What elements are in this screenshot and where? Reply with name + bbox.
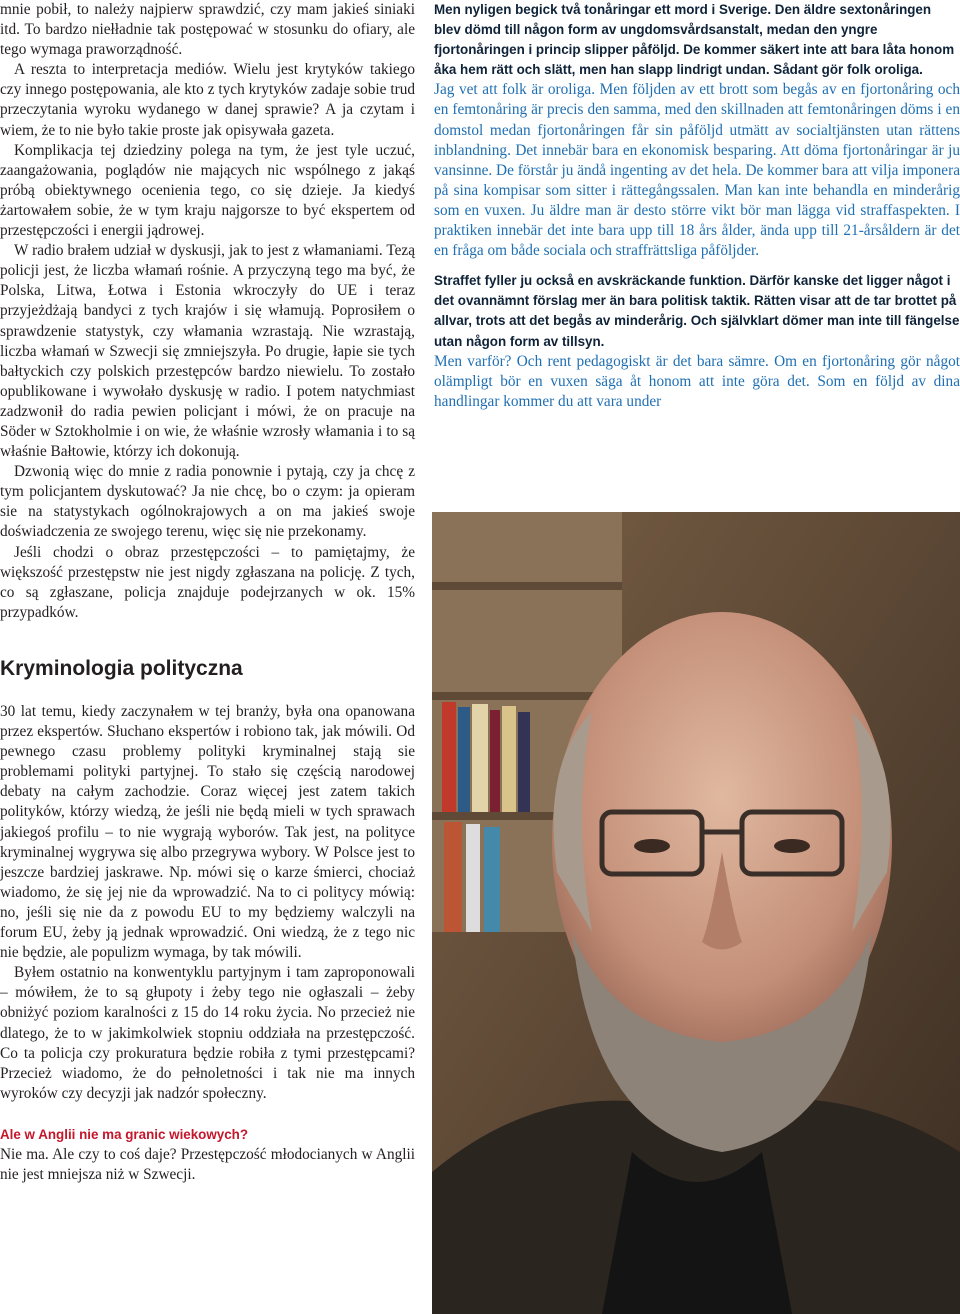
swedish-text-column [434,0,960,412]
interview-answer: Nie ma. Ale czy to coś daje? Przestępczość młodocianych w Anglii nie jest mniejsza niż w Szwecji. [0,1146,415,1184]
paragraph: A reszta to interpretacja mediów. Wielu jest krytyków takiego czy innego postępowania, ale kto z tych krytyków zadaje sobie trud przeczytania wyroku wydanego w danej sprawie? A ja czytam i wiem, że to nie było takie proste jak opisywała gazeta. [0,61,415,139]
paragraph: mnie pobił, to należy najpierw sprawdzić, czy mam jakieś siniaki itd. To bardzo niełładnie tak postępować w stosunku do ofiary, ale tego wymaga praworządność. [0,1,415,59]
qa-block [0,1125,415,1185]
section-heading: Kryminologia polityczna [0,657,243,680]
paragraph: Byłem ostatnio na konwentyklu partyjnym i tam zaproponowali – mówiłem, że to są głupoty i żeby tego nie ogłaszali – żeby obniżyć poziom karalności z 15 do 14 roku życia. No przecież nie dlatego, że to w jakimkolwiek stopniu oddziała na przestępczość. Co ta policja czy prokuratura będzie robiła z tymi przestępcami? Przecież wiadomo, że do pełnoletności i tak nie ma innych wyroków czy decyzji jak nadzór społeczny. [0,964,415,1102]
polish-text-column [0,0,415,623]
interview-question: Men nyligen begick två tonåringar ett mord i Sverige. Den äldre sextonåringen blev dömd till någon form av ungdomsvårdsanstalt, medan den yngre fjortonåringen i princip slipper påföljd. De kommer säkert inte att bara låta honom åka hem rätt och slätt, men han slapp lindrigt undan. Sådant gör folk oroliga. [434,2,955,78]
portrait-illustration [432,512,960,1314]
paragraph: W radio brałem udział w dyskusji, jak to jest z włamaniami. Tezą policji jest, że liczba włamań rośnie. A przyczyną tego ma być, że Polska, Litwa, Łotwa i Estonia wkroczyły do UE i teraz przyjeżdżają bandyci z tych krajów i się włamują. Poprosiłem o sprawdzenie statystyk, czy włamania wzrastają. Nie wzrastają, liczba włamań w Szwecji się zmniejszyła. Po drugie, łapie sie tych bałtyckich czy polskich przestępców bardzo niewielu. To zostało opublikowane i wywołało dyskusję w radio. I potem natychmiast zadzwonił do radia pewien policjant i mówi, że on pracuje na Söder w Sztokholmie i on wie, że właśnie wzrosły włamania i to są właśnie Bałtowie, którzy ich dokonują. [0,242,415,461]
interview-answer: Jag vet att folk är oroliga. Men följden av ett brott som begås av en fjortonåring och en femtonåring är precis den samma, med den skillnaden att femtonåringen döms i en domstol medan fjortonåringen får sin påföljd utmätt av socialtjänsten utan rättens inblandning. Det innebär bara en ekonomisk besparing. Att döma fjortonåringar är ju vansinne. De förstår ju ändå ingenting av det hela. De kommer bara att vilja imponera på sina kompisar som sitter i rättegångssalen. Man kan inte behandla en minderårig som en vuxen. Ju äldre man är desto större vikt bör man lägga vid straffaspekten. I praktiken innebär det inte bara upp till 18 års ålder, ända upp till 21-årsåldern är det en fråga om både sociala och straffrättsliga påföljder. [434,81,960,260]
interview-question: Ale w Anglii nie ma granic wiekowych? [0,1127,249,1142]
section-body [0,702,415,1104]
interview-question: Straffet fyller ju också en avskräckande funktion. Därför kanske det ligger något i det ovannämnt förslag mer än bara politisk taktik. Rätten visar att de tar brottet på allvar, trots att det begås av minderårig. Och självklart dömer man inte till fängelse utan någon form av tillsyn. [434,273,960,349]
portrait-photo [432,512,960,1314]
paragraph: Dzwonią więc do mnie z radia ponownie i pytają, czy ja chcę z tym policjantem dyskutować? Ja nie chcę, bo o czym: ja opieram sie na statystykach ogólnokrajowych a on ma jakieś swoje doświadczenia ze swojego terenu, więc się nie przekonamy. [0,463,415,541]
paragraph: Jeśli chodzi o obraz przestępczości – to pamiętajmy, że większość przestępstw nie jest nigdy zgłaszana na policję. Z tych, co są zgłaszane, policja znajduje podejrzanych w ok. 15% przypadków. [0,543,415,621]
paragraph: Komplikacja tej dziedziny polega na tym, że jest tyle uczuć, zaangażowania, poglądów nie mających nic wspólnego z jakąś próbą obiektywnego ocenienia tego, co się dzieje. Ja kiedyś żartowałem sobie, że w tym kraju najgorsze to być ekspertem od przestępczości i energii jądrowej. [0,141,415,240]
interview-answer: Men varför? Och rent pedagogiskt är det bara sämre. Om en fjortonåring gör något olämpligt bör en vuxen säga åt honom att inte göra det. Som en följd av dina handlingar kommer du att vara under [434,352,960,410]
paragraph: 30 lat temu, kiedy zaczynałem w tej branży, była ona opanowana przez ekspertów. Słuchano ekspertów i robiono tak, jak mówili. Od pewnego czasu problemy polityki kryminalnej stają sie problemami polityki partyjnej. To stało się częścią narodowej debaty na całym zachodzie. Coraz więcej jest zatem takich polityków, którzy wiedzą, że jeśli nie będą mieli w tych sprawach jakiegoś profilu – to nie wygrają wyborów. Tak jest, na polityce kryminalnej wygrywa się albo przegrywa wybory. W Polsce jest to jeszcze bardziej jaskrawe. Np. mówi się o karze śmierci, chociaż wiadomo, że się jej nie da wprowadzić. Na to ci politycy mówią: no, jeśli się nie da z powodu EU to my będziemy walczyli na forum EU, żeby ją jednak wprowadzić. Oni wiedzą, że z tego nic nie będzie, ale populizm wymaga, by tak mówili. [0,703,415,962]
